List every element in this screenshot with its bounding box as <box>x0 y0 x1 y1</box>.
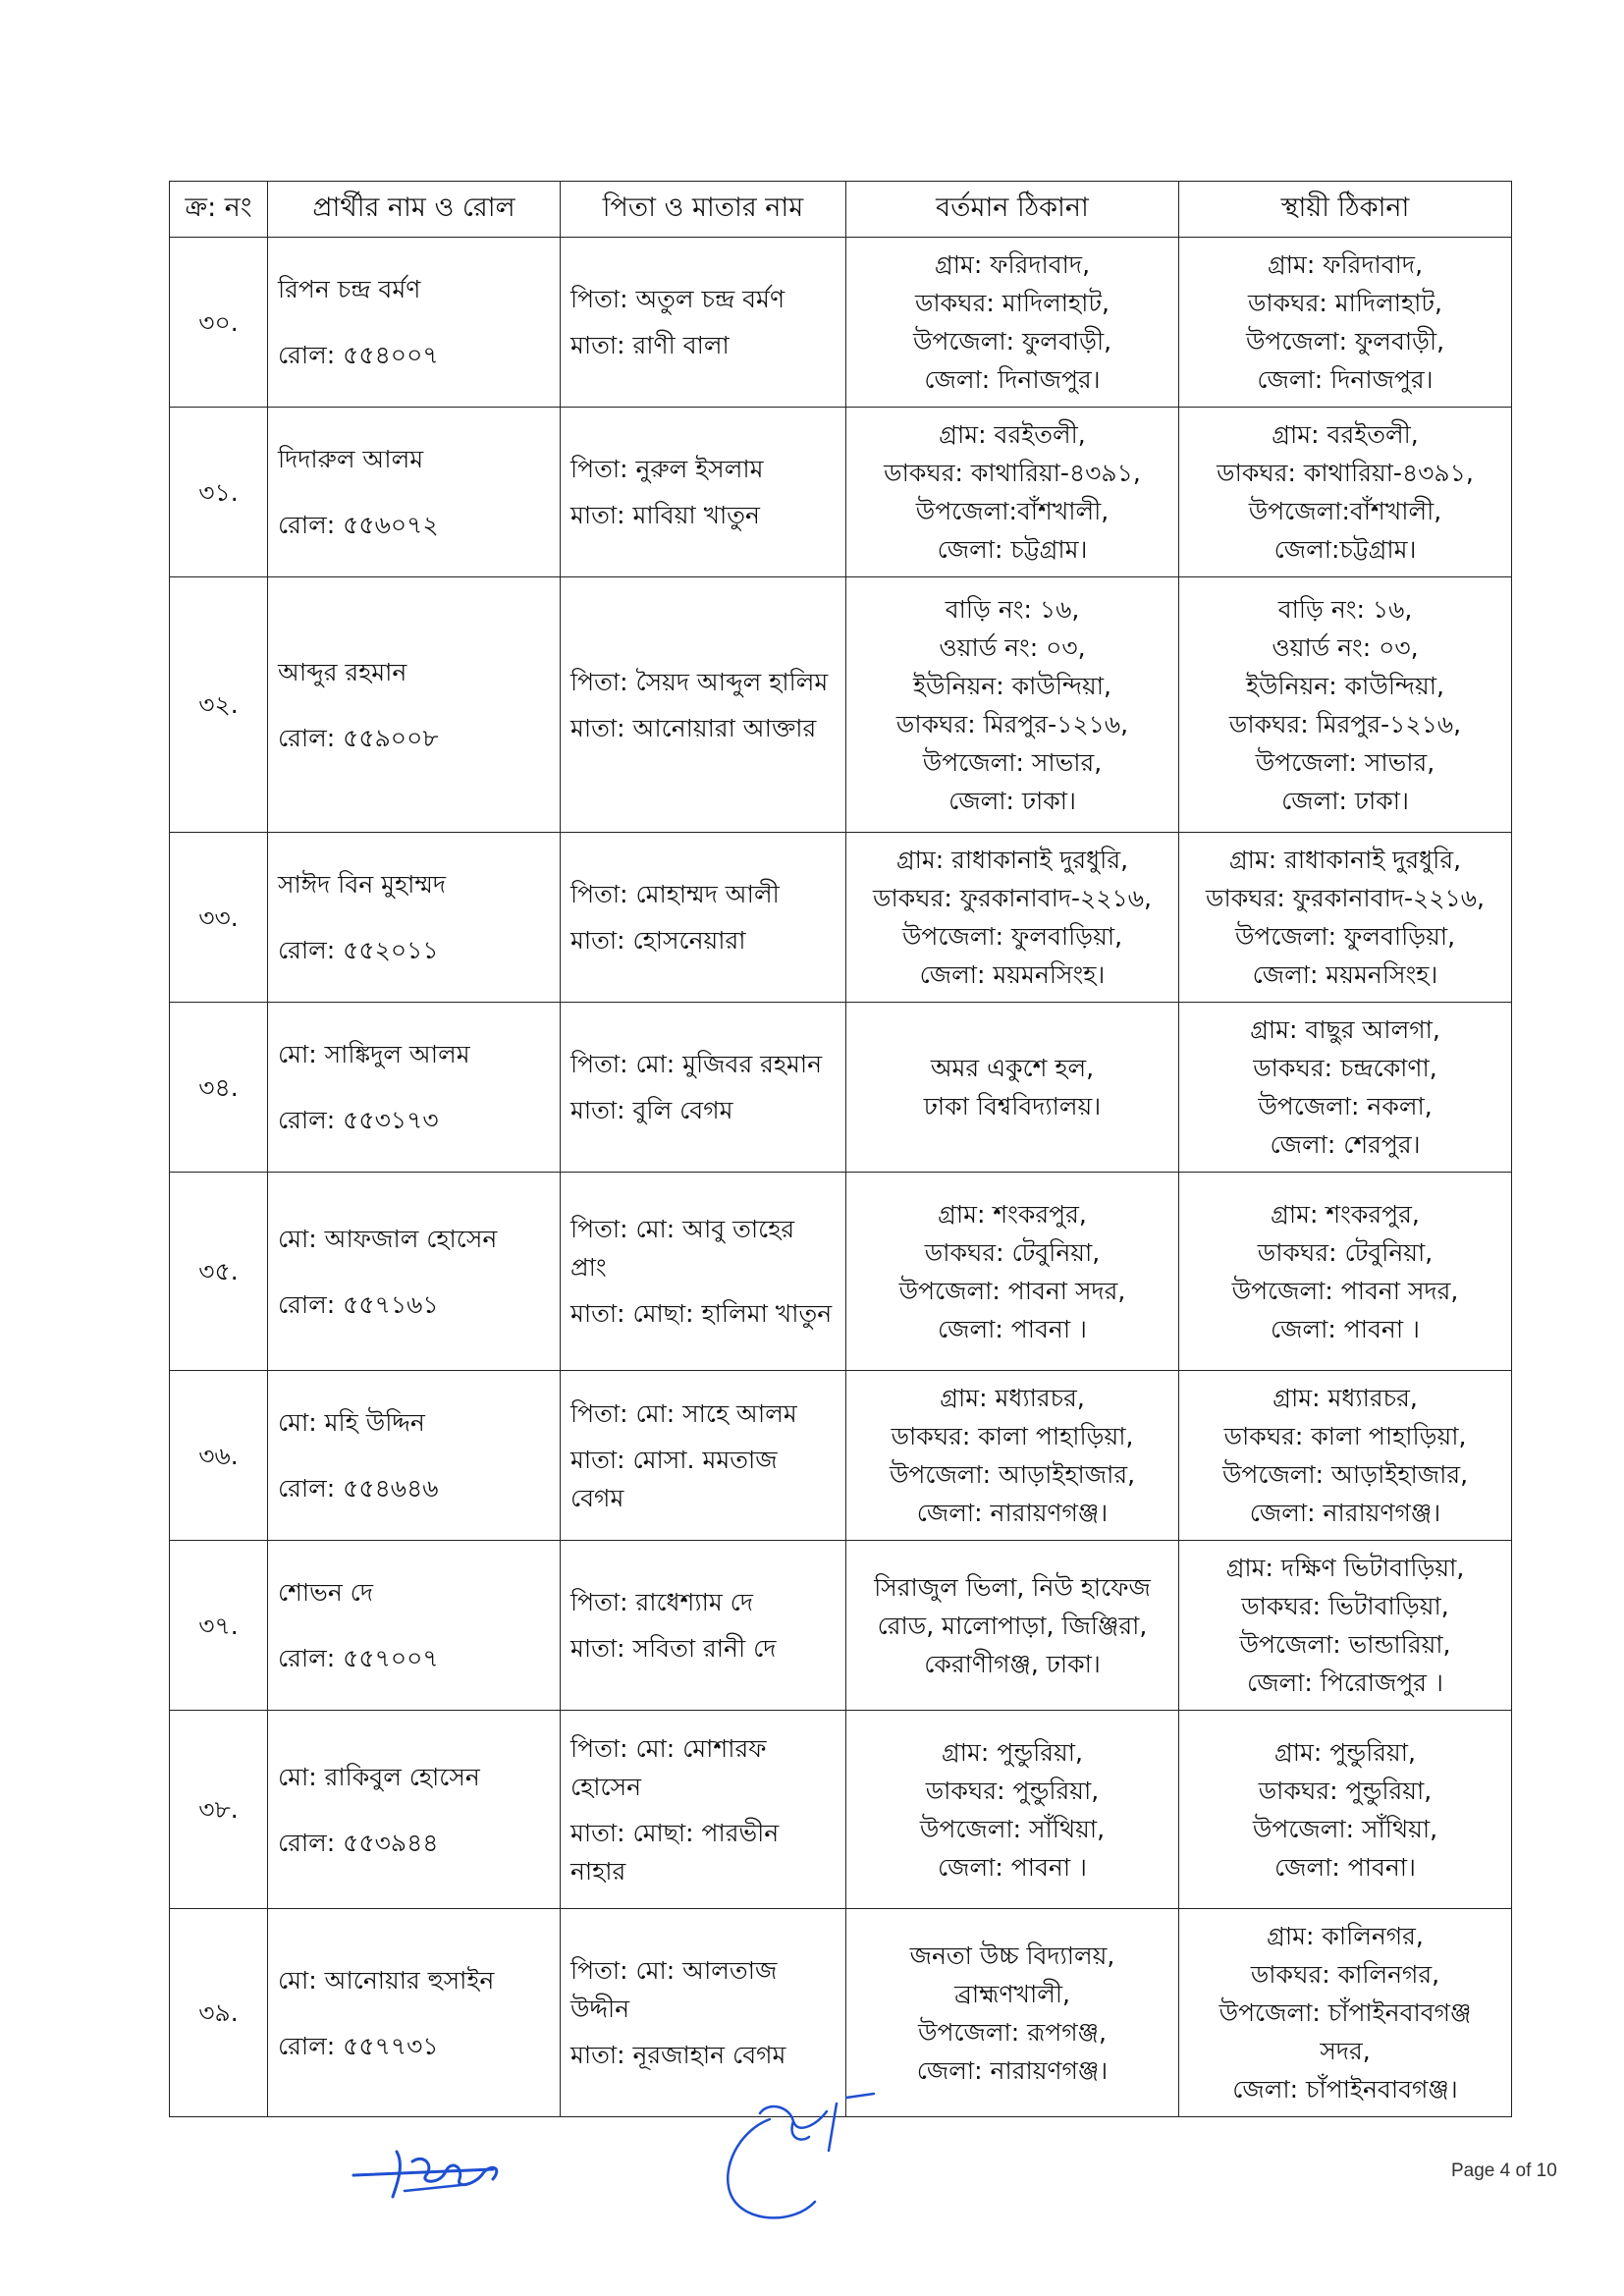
candidate-name: মো: মহি উদ্দিন <box>278 1408 425 1437</box>
address-line: জেলা: পাবনা । <box>1271 1314 1420 1343</box>
present-address-cell <box>846 238 1179 408</box>
address-line: সিরাজুল ভিলা, নিউ হাফেজ <box>874 1572 1151 1602</box>
address-line: উপজেলা: ফুলবাড়ী, <box>912 327 1112 355</box>
address-line: গ্রাম: বরইতলী, <box>1272 420 1419 449</box>
candidate-roll: রোল: ৫৫৭১৬১ <box>278 1289 439 1319</box>
address-line: ডাকঘর: মিরপুর-১২১৬, <box>895 709 1129 738</box>
parents-cell <box>561 1003 846 1173</box>
address-line: ডাকঘর: কালা পাহাড়িয়া, <box>1223 1422 1467 1450</box>
candidate-roll: রোল: ৫৫৪০০৭ <box>278 341 439 369</box>
address-line: উপজেলা: সাঁথিয়া, <box>1252 1814 1438 1843</box>
father-name: পিতা: মো: আলতাজ উদ্দীন <box>570 1956 778 2023</box>
address-line: উপজেলা:বাঁশখালী, <box>1248 497 1442 525</box>
name-roll-cell <box>268 1173 561 1371</box>
table-row <box>170 1371 1512 1541</box>
name-roll-cell <box>268 408 561 577</box>
candidate-roll: রোল: ৫৫৯০০৮ <box>278 723 439 752</box>
table-row <box>170 1541 1512 1711</box>
address-line: ঢাকা বিশ্ববিদ্যালয়। <box>923 1092 1102 1121</box>
address-line: গ্রাম: বাছুর আলগা, <box>1250 1015 1440 1044</box>
address-line: গ্রাম: দক্ষিণ ভিটাবাড়িয়া, <box>1225 1554 1465 1582</box>
father-name: পিতা: মো: মুজিবর রহমান <box>570 1050 823 1078</box>
address-line: গ্রাম: রাধাকানাই দুরধুরি, <box>895 846 1129 874</box>
mother-name: মাতা: রাণী বালা <box>570 331 730 359</box>
present-address-cell <box>846 1909 1179 2117</box>
permanent-address-cell <box>1179 577 1512 833</box>
address-line: ইউনিয়ন: কাউন্দিয়া, <box>1246 671 1444 700</box>
address-line: জেলা: পাবনা । <box>938 1852 1087 1882</box>
header-parents: পিতা ও মাতার নাম <box>561 182 846 238</box>
address-line: গ্রাম: পুন্ডুরিয়া, <box>1274 1737 1416 1767</box>
address-line: উপজেলা: পাবনা সদর, <box>1231 1276 1459 1305</box>
address-line: জেলা: চাঁপাইনবাবগঞ্জ। <box>1232 2075 1458 2104</box>
permanent-address-cell <box>1179 238 1512 408</box>
serial-cell: ৩৬. <box>170 1371 268 1541</box>
address-line: গ্রাম: পুন্ডুরিয়া, <box>942 1737 1083 1767</box>
address-line: ডাকঘর: ফুরকানাবাদ-২২১৬, <box>1206 884 1485 912</box>
permanent-address-cell <box>1179 833 1512 1003</box>
parents-cell <box>561 577 846 833</box>
address-line: ডাকঘর: ফুরকানাবাদ-২২১৬, <box>873 884 1152 912</box>
candidate-name: মো: আফজাল হোসেন <box>278 1224 498 1253</box>
mother-name: মাতা: হোসনেয়ারা <box>570 926 746 955</box>
address-line: উপজেলা: পাবনা সদর, <box>898 1276 1126 1305</box>
address-line: ব্রাহ্মণখালী, <box>954 1979 1070 2008</box>
address-line: জেলা: ঢাকা। <box>948 786 1076 815</box>
mother-name: মাতা: মোছা: হালিমা খাতুন <box>570 1299 833 1328</box>
address-line: গ্রাম: বরইতলী, <box>939 420 1086 449</box>
serial-cell: ৩৩. <box>170 833 268 1003</box>
mother-name: মাতা: মোসা. মমতাজ বেগম <box>570 1445 778 1512</box>
address-line: গ্রাম: মধ্যারচর, <box>940 1384 1085 1412</box>
mother-name: মাতা: মাবিয়া খাতুন <box>570 501 760 529</box>
candidate-name: দিদারুল আলম <box>278 445 424 473</box>
parents-cell <box>561 1173 846 1371</box>
name-roll-cell <box>268 1541 561 1711</box>
address-line: গ্রাম: রাধাকানাই দুরধুরি, <box>1228 846 1462 874</box>
present-address-cell <box>846 1371 1179 1541</box>
candidate-name: মো: আনোয়ার হুসাইন <box>278 1965 495 1995</box>
table-row <box>170 408 1512 577</box>
name-roll-cell <box>268 1003 561 1173</box>
father-name: পিতা: সৈয়দ আব্দুল হালিম <box>570 667 829 696</box>
address-line: ডাকঘর: পুন্ডুরিয়া, <box>925 1776 1100 1805</box>
address-line: গ্রাম: শংকরপুর, <box>938 1199 1087 1229</box>
name-roll-cell <box>268 238 561 408</box>
candidate-name: মো: সাঙ্কিদুল আলম <box>278 1040 470 1068</box>
address-line: ডাকঘর: টেবুনিয়া, <box>924 1237 1101 1267</box>
address-line: উপজেলা: ফুলবাড়িয়া, <box>1234 922 1456 951</box>
name-roll-cell <box>268 833 561 1003</box>
serial-cell: ৩৮. <box>170 1711 268 1909</box>
father-name: পিতা: নুরুল ইসলাম <box>570 455 764 483</box>
header-permanent-address: স্থায়ী ঠিকানা <box>1179 182 1512 238</box>
parents-cell <box>561 1371 846 1541</box>
address-line: জেলা: দিনাজপুর। <box>1257 365 1434 394</box>
table-row <box>170 1909 1512 2117</box>
serial-cell: ৩১. <box>170 408 268 577</box>
permanent-address-cell <box>1179 1173 1512 1371</box>
address-line: ডাকঘর: কাথারিয়া-৪৩৯১, <box>1217 459 1474 487</box>
address-line: গ্রাম: ফরিদাবাদ, <box>1267 250 1424 279</box>
address-line: ডাকঘর: মাদিলাহাট, <box>1248 289 1442 317</box>
address-line: বাড়ি নং: ১৬, <box>1277 594 1413 624</box>
address-line: উপজেলা: চাঁপাইনবাবগঞ্জ <box>1218 1998 1472 2027</box>
address-line: ডাকঘর: চন্দ্রকোণা, <box>1253 1054 1437 1082</box>
signature-right <box>699 2092 886 2229</box>
mother-name: মাতা: নূরজাহান বেগম <box>570 2041 786 2069</box>
address-line: ডাকঘর: টেবুনিয়া, <box>1257 1237 1434 1267</box>
table-row <box>170 1173 1512 1371</box>
header-serial: ক্র: নং <box>170 182 268 238</box>
address-line: উপজেলা: সাভার, <box>922 747 1103 777</box>
address-line: জনতা উচ্চ বিদ্যালয়, <box>909 1941 1115 1970</box>
address-line: উপজেলা: সাভার, <box>1255 747 1435 777</box>
candidate-name: শোভন দে <box>278 1578 373 1607</box>
parents-cell <box>561 833 846 1003</box>
permanent-address-cell <box>1179 1541 1512 1711</box>
address-line: জেলা: ঢাকা। <box>1281 786 1409 815</box>
address-line: ডাকঘর: মিরপুর-১২১৬, <box>1228 709 1462 738</box>
address-line: উপজেলা: আড়াইহাজার, <box>1221 1460 1469 1489</box>
signature-left <box>346 2146 513 2205</box>
address-line: জেলা: নারায়ণগঞ্জ। <box>916 1499 1109 1527</box>
table-row <box>170 1003 1512 1173</box>
mother-name: মাতা: মোছা: পারভীন নাহার <box>570 1818 780 1886</box>
table-row <box>170 833 1512 1003</box>
address-line: ওয়ার্ড নং: ০৩, <box>939 632 1086 662</box>
present-address-cell <box>846 1003 1179 1173</box>
address-line: ডাকঘর: কাথারিয়া-৪৩৯১, <box>884 459 1141 487</box>
address-line: বাড়ি নং: ১৬, <box>945 594 1080 624</box>
candidate-name: সাঈদ বিন মুহাম্মদ <box>278 870 447 899</box>
father-name: পিতা: মো: আবু তাহের প্রাং <box>570 1215 795 1282</box>
address-line: উপজেলা:বাঁশখালী, <box>915 497 1110 525</box>
permanent-address-cell <box>1179 1003 1512 1173</box>
table-row <box>170 238 1512 408</box>
address-line: জেলা: পিরোজপুর । <box>1247 1668 1443 1697</box>
address-line: উপজেলা: আড়াইহাজার, <box>889 1460 1136 1489</box>
present-address-cell <box>846 577 1179 833</box>
father-name: পিতা: মো: মোশারফ হোসেন <box>570 1733 767 1801</box>
permanent-address-cell <box>1179 1371 1512 1541</box>
serial-cell: ৩৭. <box>170 1541 268 1711</box>
name-roll-cell <box>268 1711 561 1909</box>
address-line: জেলা: ময়মনসিংহ। <box>919 960 1106 989</box>
candidate-roll: রোল: ৫৫৩৯৪৪ <box>278 1828 439 1857</box>
serial-cell: ৩৯. <box>170 1909 268 2117</box>
name-roll-cell <box>268 1909 561 2117</box>
candidate-roll: রোল: ৫৫২০১১ <box>278 936 439 964</box>
address-line: গ্রাম: ফরিদাবাদ, <box>934 250 1091 279</box>
table-row <box>170 1711 1512 1909</box>
permanent-address-cell <box>1179 408 1512 577</box>
father-name: পিতা: মোহাম্মদ আলী <box>570 880 780 908</box>
address-line: সদর, <box>1320 2037 1371 2065</box>
present-address-cell <box>846 1711 1179 1909</box>
mother-name: মাতা: বুলি বেগম <box>570 1096 733 1124</box>
candidate-roll: রোল: ৫৫৩১৭৩ <box>278 1106 439 1134</box>
address-line: গ্রাম: মধ্যারচর, <box>1272 1384 1418 1412</box>
candidate-roll: রোল: ৫৫৬০৭২ <box>278 511 439 539</box>
header-present-address: বর্তমান ঠিকানা <box>846 182 1179 238</box>
candidate-roll: রোল: ৫৫৭০০৭ <box>278 1644 439 1672</box>
name-roll-cell <box>268 1371 561 1541</box>
address-line: ডাকঘর: ভিটাবাড়িয়া, <box>1241 1592 1449 1620</box>
candidate-name: রিপন চন্দ্র বর্মণ <box>278 275 421 303</box>
address-line: জেলা: নারায়ণগঞ্জ। <box>1249 1499 1441 1527</box>
header-name-roll: প্রার্থীর নাম ও রোল <box>268 182 561 238</box>
candidate-name: আব্দুর রহমান <box>278 657 407 686</box>
address-line: জেলা: দিনাজপুর। <box>924 365 1101 394</box>
present-address-cell <box>846 833 1179 1003</box>
father-name: পিতা: রাধেশ্যাম দে <box>570 1588 753 1616</box>
address-line: জেলা:চট্টগ্রাম। <box>1273 535 1417 564</box>
present-address-cell <box>846 1541 1179 1711</box>
serial-cell: ৩২. <box>170 577 268 833</box>
address-line: উপজেলা: সাঁথিয়া, <box>919 1814 1106 1843</box>
parents-cell <box>561 1541 846 1711</box>
present-address-cell <box>846 1173 1179 1371</box>
address-line: ডাকঘর: কালা পাহাড়িয়া, <box>891 1422 1134 1450</box>
header-row <box>170 182 1512 238</box>
address-line: ওয়ার্ড নং: ০৩, <box>1272 632 1419 662</box>
address-line: কেরাণীগঞ্জ, ঢাকা। <box>924 1649 1101 1678</box>
address-line: জেলা: চট্টগ্রাম। <box>937 535 1088 564</box>
permanent-address-cell <box>1179 1909 1512 2117</box>
table-row <box>170 577 1512 833</box>
address-line: জেলা: পাবনা । <box>938 1314 1087 1343</box>
table-body <box>170 238 1512 2117</box>
parents-cell <box>561 1909 846 2117</box>
present-address-cell <box>846 408 1179 577</box>
serial-cell: ৩৫. <box>170 1173 268 1371</box>
address-line: ডাকঘর: কালিনগর, <box>1250 1960 1440 1989</box>
parents-cell <box>561 408 846 577</box>
address-line: জেলা: পাবনা। <box>1273 1852 1416 1882</box>
address-line: রোড, মালোপাড়া, জিঞ্জিরা, <box>877 1611 1148 1640</box>
address-line: জেলা: শেরপুর। <box>1270 1130 1421 1159</box>
father-name: পিতা: মো: সাহে আলম <box>570 1398 797 1428</box>
address-line: অমর একুশে হল, <box>930 1054 1095 1082</box>
address-line: উপজেলা: নকলা, <box>1258 1092 1433 1121</box>
candidate-roll: রোল: ৫৫৪৬৪৬ <box>278 1474 439 1503</box>
address-line: গ্রাম: শংকরপুর, <box>1271 1199 1420 1229</box>
address-line: ডাকঘর: মাদিলাহাট, <box>915 289 1110 317</box>
candidate-table <box>169 181 1512 2117</box>
address-line: উপজেলা: রূপগঞ্জ, <box>918 2017 1107 2047</box>
candidate-name: মো: রাকিবুল হোসেন <box>278 1762 480 1791</box>
address-line: জেলা: ময়মনসিংহ। <box>1252 960 1438 989</box>
serial-cell: ৩০. <box>170 238 268 408</box>
parents-cell <box>561 238 846 408</box>
address-line: উপজেলা: ফুলবাড়িয়া, <box>901 922 1123 951</box>
address-line: উপজেলা: ফুলবাড়ী, <box>1245 327 1445 355</box>
address-line: ডাকঘর: পুন্ডুরিয়া, <box>1258 1776 1433 1805</box>
mother-name: মাতা: আনোয়ারা আক্তার <box>570 713 817 742</box>
page-number: Page 4 of 10 <box>1451 2160 1557 2181</box>
address-line: ইউনিয়ন: কাউন্দিয়া, <box>913 671 1111 700</box>
serial-cell: ৩৪. <box>170 1003 268 1173</box>
permanent-address-cell <box>1179 1711 1512 1909</box>
address-line: গ্রাম: কালিনগর, <box>1267 1922 1424 1950</box>
candidate-roll: রোল: ৫৫৭৭৩১ <box>278 2031 439 2060</box>
father-name: পিতা: অতুল চন্দ্র বর্মণ <box>570 285 785 313</box>
address-line: উপজেলা: ভান্ডারিয়া, <box>1239 1630 1451 1659</box>
address-line: জেলা: নারায়ণগঞ্জ। <box>916 2055 1109 2085</box>
mother-name: মাতা: সবিতা রানী দে <box>570 1634 777 1663</box>
parents-cell <box>561 1711 846 1909</box>
name-roll-cell <box>268 577 561 833</box>
